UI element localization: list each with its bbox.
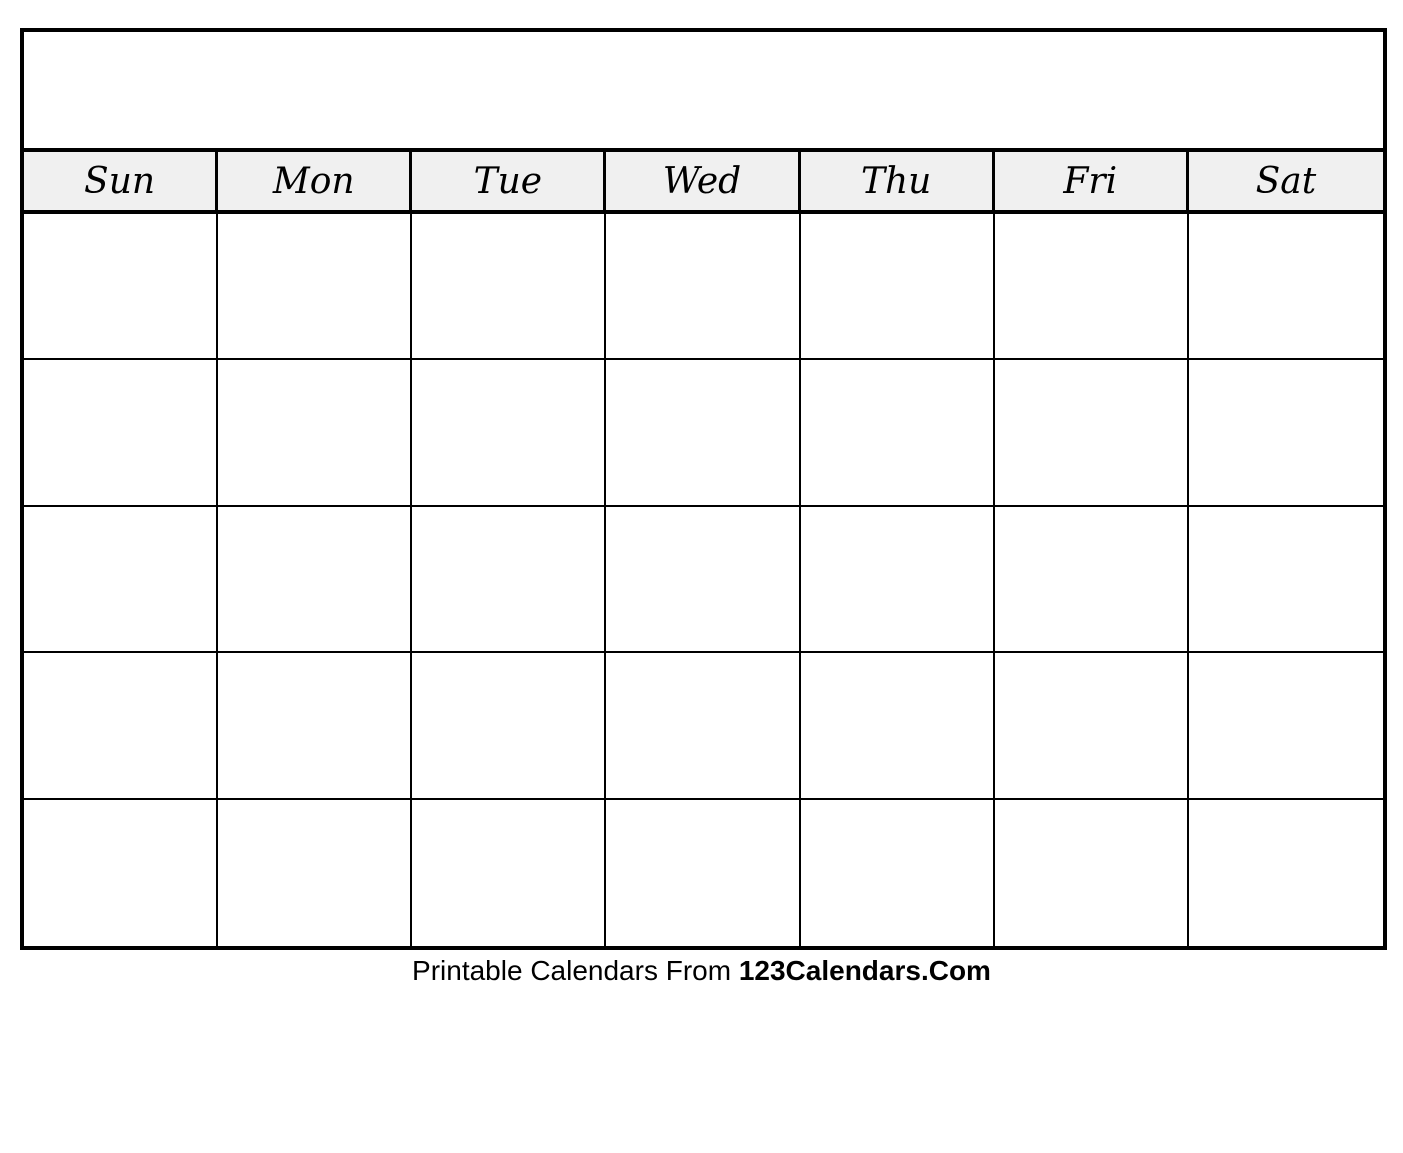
day-cell (24, 214, 218, 360)
day-cell (606, 214, 800, 360)
footer-credit (0, 955, 1403, 987)
weekday-header-mon: Mon (218, 152, 412, 210)
weekday-header-sun: Sun (24, 152, 218, 210)
day-cell (1189, 360, 1383, 506)
day-cell (412, 507, 606, 653)
day-cell (1189, 214, 1383, 360)
day-cell (24, 800, 218, 946)
calendar-grid (24, 214, 1383, 946)
day-cell (995, 507, 1189, 653)
day-cell (606, 360, 800, 506)
day-cell (801, 507, 995, 653)
day-cell (1189, 653, 1383, 799)
day-cell (801, 653, 995, 799)
footer-prefix: Printable Calendars From (412, 955, 732, 986)
day-cell (218, 653, 412, 799)
day-cell (995, 214, 1189, 360)
day-cell (218, 800, 412, 946)
day-cell (801, 360, 995, 506)
calendar-frame (20, 28, 1387, 950)
weekday-header-row (24, 152, 1383, 214)
day-cell (1189, 800, 1383, 946)
day-cell (995, 360, 1189, 506)
day-cell (412, 360, 606, 506)
weekday-header-tue: Tue (412, 152, 606, 210)
weekday-header-sat: Sat (1255, 160, 1317, 202)
day-cell (412, 800, 606, 946)
day-cell (24, 360, 218, 506)
day-cell (995, 653, 1189, 799)
day-cell (995, 800, 1189, 946)
day-cell (412, 653, 606, 799)
day-cell (218, 214, 412, 360)
day-cell (606, 507, 800, 653)
day-cell (24, 653, 218, 799)
month-title-area (24, 32, 1383, 152)
weekday-header-wed: Wed (606, 152, 800, 210)
day-cell (24, 507, 218, 653)
day-cell (606, 800, 800, 946)
day-cell (218, 507, 412, 653)
day-cell (412, 214, 606, 360)
day-cell (1189, 507, 1383, 653)
day-cell (606, 653, 800, 799)
day-cell (218, 360, 412, 506)
weekday-header-fri: Fri (995, 152, 1189, 210)
day-cell (801, 214, 995, 360)
weekday-header-thu: Thu (801, 152, 995, 210)
day-cell (801, 800, 995, 946)
footer-site-name: 123Calendars.Com (738, 955, 991, 986)
